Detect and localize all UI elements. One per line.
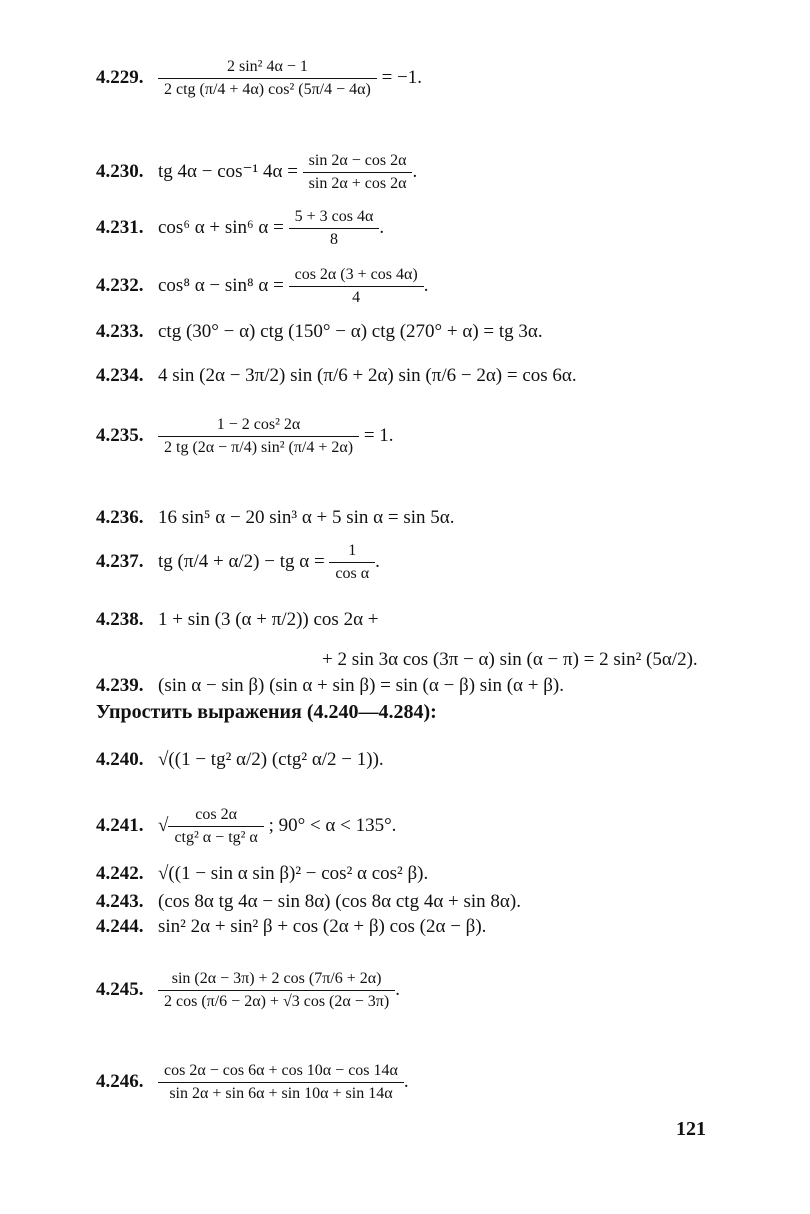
problem-number: 4.229.: [96, 66, 144, 88]
problem-number: 4.245.: [96, 978, 144, 1000]
problem-number: 4.244.: [96, 916, 144, 937]
problem-4-230: [96, 150, 417, 195]
problem-number: 4.238.: [96, 609, 144, 630]
problem-number: 4.241.: [96, 814, 144, 836]
fraction: [303, 150, 413, 195]
fraction: [158, 56, 377, 101]
problem-4-246: [96, 1060, 409, 1105]
problem-4-242: [96, 862, 428, 886]
problem-4-240: [96, 748, 384, 772]
problem-4-231: [96, 206, 384, 251]
equation: + 2 sin 3α cos (3π − α) sin (α − π) = 2 sin² (5α/2).: [322, 649, 698, 670]
problem-4-245: [96, 968, 400, 1013]
problem-number: 4.237.: [96, 550, 144, 572]
problem-4-229: [96, 56, 422, 101]
lhs: cos⁸ α − sin⁸ α =: [158, 274, 289, 296]
equation: 1 + sin (3 (α + π/2)) cos 2α +: [158, 609, 379, 630]
equation: 4 sin (2α − 3π/2) sin (π/6 + 2α) sin (π/6 − 2α) = cos 6α.: [158, 365, 577, 386]
problem-number: 4.231.: [96, 216, 144, 238]
problem-4-235: [96, 414, 394, 459]
problem-number: 4.233.: [96, 321, 144, 342]
lhs: tg 4α − cos⁻¹ 4α =: [158, 160, 303, 182]
equation-tail: .: [375, 550, 380, 572]
fraction: [158, 1060, 404, 1105]
problem-number: 4.230.: [96, 160, 144, 182]
problem-4-238: [96, 608, 379, 632]
numerator: cos 2α − cos 6α + cos 10α − cos 14α: [164, 1062, 398, 1079]
equation-tail: .: [403, 1070, 409, 1092]
radical-sign: √: [158, 814, 169, 836]
expression: (cos 8α tg 4α − sin 8α) (cos 8α ctg 4α + sin 8α).: [158, 891, 521, 912]
fraction: [158, 414, 359, 459]
problem-number: 4.242.: [96, 863, 144, 884]
lhs: tg (π/4 + α/2) − tg α =: [158, 550, 330, 572]
problem-4-241: [96, 804, 396, 849]
equation-tail: .: [423, 274, 429, 296]
equation-tail: .: [395, 978, 400, 1000]
denominator: 2 tg (2α − π/4) sin² (π/4 + 2α): [158, 436, 359, 459]
problem-number: 4.243.: [96, 891, 144, 912]
fraction: [289, 264, 424, 309]
denominator: 2 cos (π/6 − 2α) + √3 cos (2α − 3π): [158, 990, 395, 1013]
expression: √((1 − tg² α/2) (ctg² α/2 − 1)).: [158, 749, 384, 770]
equation-tail: .: [379, 216, 385, 238]
numerator: 1 − 2 cos² 2α: [216, 416, 301, 433]
problem-4-234: [96, 364, 577, 388]
equation: (sin α − sin β) (sin α + sin β) = sin (α − β) sin (α + β).: [158, 675, 564, 696]
fraction: [158, 968, 395, 1013]
problem-4-236: [96, 506, 454, 530]
problem-number: 4.234.: [96, 365, 144, 386]
page-number: 121: [676, 1118, 706, 1140]
problem-4-238-continuation: [322, 648, 698, 672]
fraction: [329, 540, 375, 585]
numerator: sin 2α − cos 2α: [308, 152, 407, 169]
numerator: 1: [348, 542, 357, 559]
numerator: 2 sin² 4α − 1: [226, 58, 308, 75]
equation-tail: = −1.: [376, 66, 423, 88]
denominator: 8: [289, 228, 380, 251]
fraction: [289, 206, 380, 251]
problem-number: 4.232.: [96, 274, 144, 296]
denominator: cos α: [329, 562, 375, 585]
fraction: [168, 804, 263, 849]
expression: sin² 2α + sin² β + cos (2α + β) cos (2α − β).: [158, 916, 487, 937]
equation: ctg (30° − α) ctg (150° − α) ctg (270° + α) = tg 3α.: [158, 321, 543, 342]
equation-tail: ; 90° < α < 135°.: [263, 814, 397, 836]
problem-number: 4.235.: [96, 424, 144, 446]
problem-4-239: [96, 674, 564, 698]
denominator: ctg² α − tg² α: [168, 826, 263, 849]
problem-number: 4.239.: [96, 675, 144, 696]
section-heading: Упростить выражения (4.240—4.284):: [96, 701, 437, 723]
expression: √((1 − sin α sin β)² − cos² α cos² β).: [158, 863, 429, 884]
problem-number: 4.240.: [96, 749, 144, 770]
problem-4-243: [96, 890, 521, 914]
lhs: cos⁶ α + sin⁶ α =: [158, 216, 289, 238]
denominator: sin 2α + cos 2α: [303, 172, 413, 195]
equation-tail: .: [412, 160, 418, 182]
problem-4-232: [96, 264, 428, 309]
numerator: cos 2α: [195, 806, 237, 823]
numerator: 5 + 3 cos 4α: [294, 208, 374, 225]
denominator: sin 2α + sin 6α + sin 10α + sin 14α: [158, 1082, 404, 1105]
numerator: sin (2α − 3π) + 2 cos (7π/6 + 2α): [171, 970, 382, 987]
problem-number: 4.246.: [96, 1070, 144, 1092]
problem-4-244: [96, 915, 486, 939]
problem-4-237: [96, 540, 380, 585]
equation-tail: = 1.: [359, 424, 394, 446]
problem-4-233: [96, 320, 543, 344]
numerator: cos 2α (3 + cos 4α): [294, 266, 418, 283]
problem-number: 4.236.: [96, 507, 144, 528]
equation: 16 sin⁵ α − 20 sin³ α + 5 sin α = sin 5α.: [158, 507, 455, 528]
denominator: 4: [289, 286, 424, 309]
denominator: 2 ctg (π/4 + 4α) cos² (5π/4 − 4α): [158, 78, 377, 101]
